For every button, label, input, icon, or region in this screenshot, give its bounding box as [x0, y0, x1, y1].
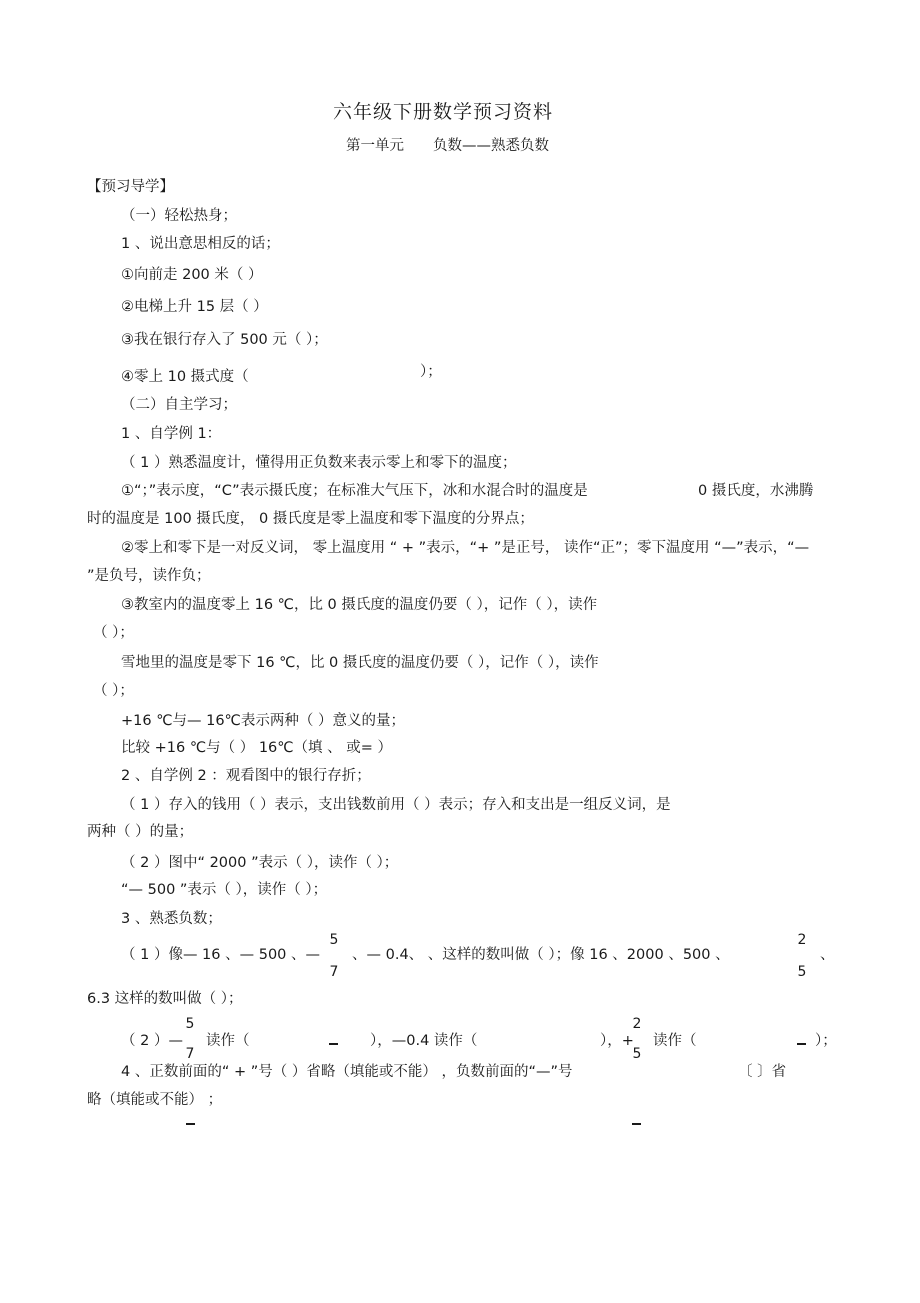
text-line: ④零上 10 摄式度（ — [121, 369, 249, 385]
fraction-denominator: 7 — [185, 1046, 195, 1062]
fraction-numerator: 5 — [185, 1016, 195, 1032]
text-line: （ ）； — [93, 625, 134, 641]
text-line: ），+ — [600, 1033, 634, 1049]
text-line: （ 2 ）— — [121, 1033, 183, 1049]
text-line: 3 、熟悉负数； — [121, 911, 222, 927]
text-line: 略（填能或不能） ； — [87, 1092, 223, 1108]
dash-mark — [797, 1043, 806, 1045]
text-line: ）； — [420, 364, 442, 380]
text-line: 6.3 这样的数叫做（ ）； — [87, 991, 243, 1007]
text-line: （二）自主学习； — [121, 397, 237, 413]
text-line: 〔 〕省 — [738, 1064, 787, 1080]
text-line: 雪地里的温度是零下 16 ℃，比 0 摄氏度的温度仍要（ ），记作（ ），读作 — [121, 655, 599, 671]
text-line: ），—0.4 读作（ — [370, 1033, 478, 1049]
text-line: “— 500 ”表示（ ），读作（ ）； — [121, 882, 328, 898]
fraction-denominator: 7 — [329, 964, 339, 980]
text-line: ”是负号，读作负； — [87, 568, 211, 584]
text-line: ③我在银行存入了 500 元（ ）； — [121, 332, 328, 348]
dash-mark — [329, 1043, 338, 1045]
text-line: 读作（ — [653, 1033, 697, 1049]
text-line: （ 1 ）熟悉温度计，懂得用正负数来表示零上和零下的温度； — [121, 455, 517, 471]
text-line: ③教室内的温度零上 16 ℃，比 0 摄氏度的温度仍要（ ），记作（ ），读作 — [121, 597, 598, 613]
text-line: （一）轻松热身； — [121, 208, 237, 224]
text-line: ②电梯上升 15 层（ ） — [121, 299, 268, 315]
text-line: 两种（ ）的量； — [87, 824, 194, 840]
dash-mark — [632, 1123, 641, 1125]
text-line: 、 — [820, 947, 835, 963]
text-line: 比较 +16 ℃与（ ） 16℃（填 、 或= ） — [121, 740, 393, 756]
section-heading: 【预习导学】 — [87, 179, 174, 195]
page-subtitle: 第一单元 负数——熟悉负数 — [346, 138, 549, 154]
fraction-denominator: 5 — [632, 1046, 642, 1062]
text-line: 1 、自学例 1： — [121, 426, 222, 442]
text-line: 4 、正数前面的“ + ”号（ ）省略（填能或不能） ，负数前面的“—”号 — [121, 1064, 573, 1080]
fraction-numerator: 2 — [632, 1016, 642, 1032]
text-line: 时的温度是 100 摄氏度， 0 摄氏度是零上温度和零下温度的分界点； — [87, 511, 534, 527]
text-line: ①“；”表示度，“C”表示摄氏度；在标准大气压下，冰和水混合时的温度是 — [121, 483, 588, 499]
text-line: （ 1 ）存入的钱用（ ）表示，支出钱数前用（ ）表示；存入和支出是一组反义词，是 — [121, 797, 671, 813]
text-line: 、— 0.4、 、这样的数叫做（ ）；像 16 、2000 、500 、 — [352, 947, 730, 963]
text-line: ②零上和零下是一对反义词， 零上温度用 “ + ”表示，“+ ”是正号， 读作“正”；零下温度用 “—”表示，“— — [121, 540, 810, 556]
fraction-numerator: 2 — [797, 932, 807, 948]
text-line: 1 、说出意思相反的话； — [121, 236, 280, 252]
text-line: （ ）； — [93, 683, 134, 699]
text-line: ①向前走 200 米（ ） — [121, 267, 263, 283]
fraction-numerator: 5 — [329, 932, 339, 948]
fraction-denominator: 5 — [797, 964, 807, 980]
text-line: 读作（ — [206, 1033, 250, 1049]
text-line: ）； — [815, 1033, 837, 1049]
dash-mark — [186, 1123, 195, 1125]
text-line: 0 摄氏度，水沸腾 — [698, 483, 814, 499]
text-line: 2 、自学例 2 ：观看图中的银行存折； — [121, 768, 371, 784]
page-title: 六年级下册数学预习资料 — [333, 101, 554, 123]
text-line: （ 1 ）像— 16 、— 500 、— — [121, 947, 321, 963]
text-line: +16 ℃与— 16℃表示两种（ ）意义的量； — [121, 713, 405, 729]
text-line: （ 2 ）图中“ 2000 ”表示（ ），读作（ ）； — [121, 855, 399, 871]
